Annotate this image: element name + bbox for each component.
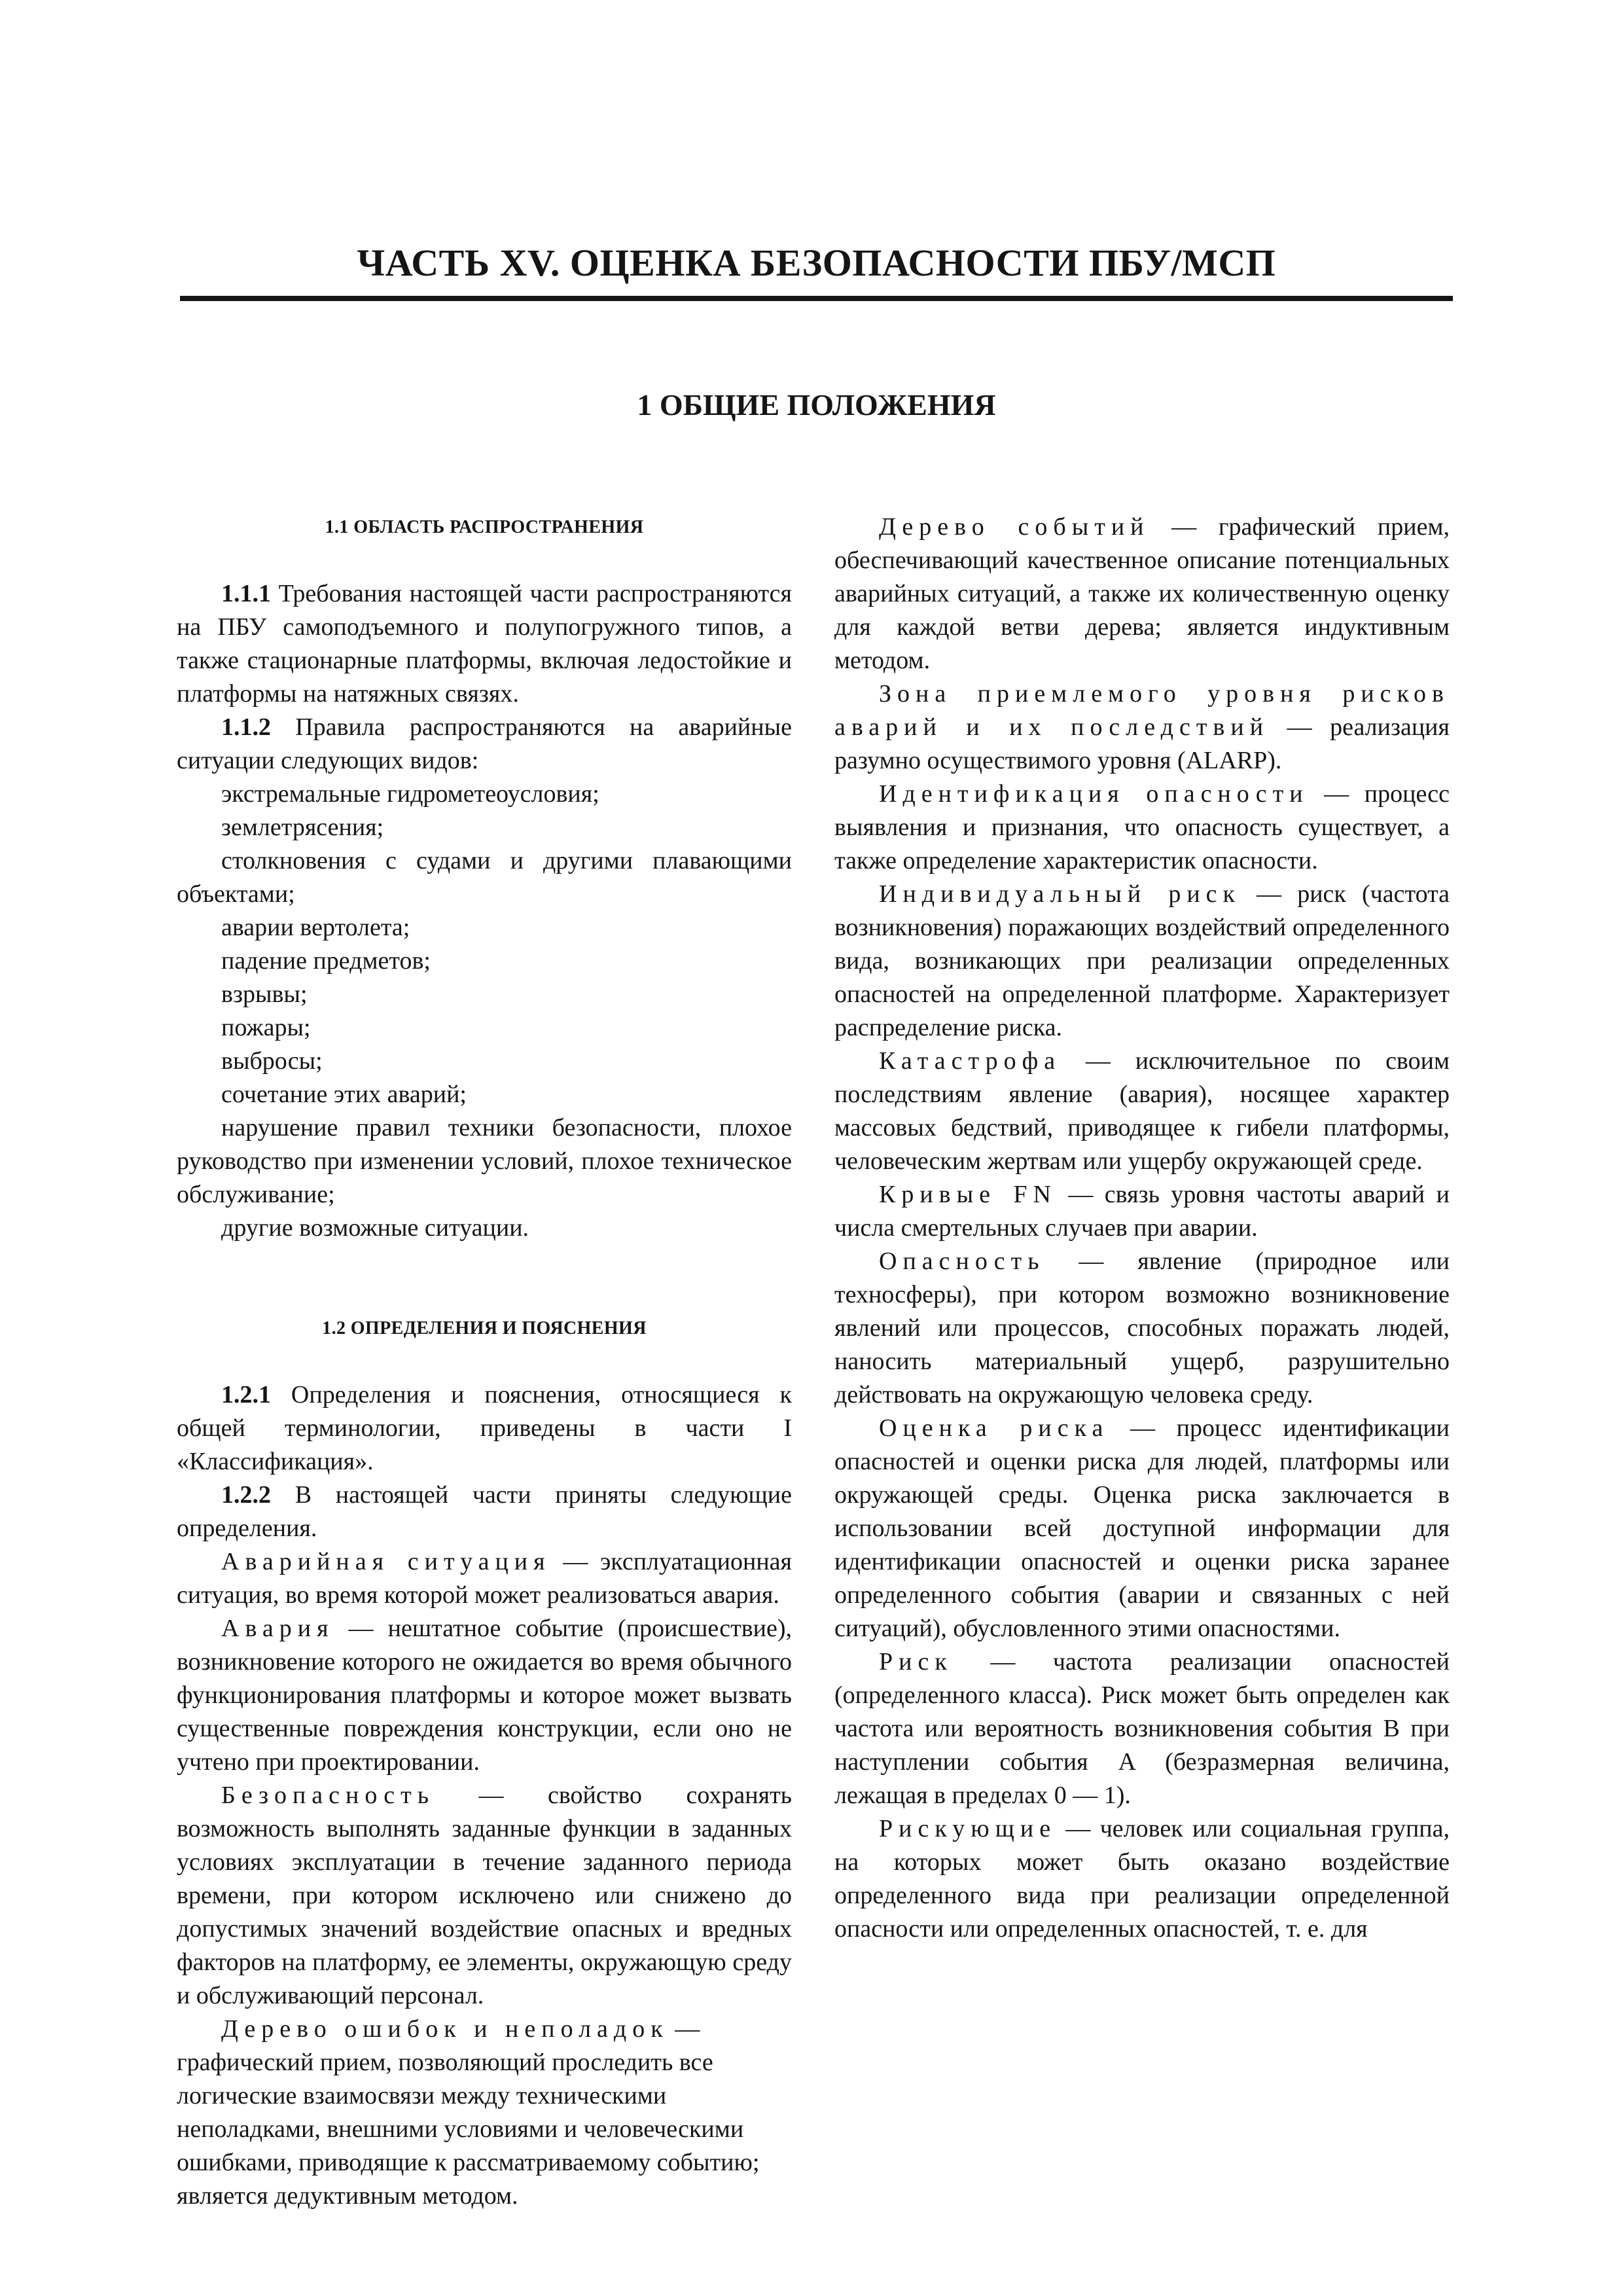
definition-text: — связь уровня частоты аварий и числа смертельных случаев при аварии. [834,1181,1450,1242]
clause-text: Правила распространяются на аварийные ситуации следующих видов: [177,713,792,774]
list-item: взрывы; [221,980,308,1008]
definition [834,778,1450,878]
definition-term: Аварийная ситуация [221,1548,551,1575]
definition-text: — графический прием, обеспечивающий качественное описание потенциальных аварийных ситуаций, а также их количественную оценку для каждой ветви дерева; является индуктивным методом. [834,513,1450,674]
list-item: экстремальные гидрометеоусловия; [221,780,599,808]
chapter-title: 1 ОБЩИЕ ПОЛОЖЕНИЯ [637,388,996,422]
list-item: сочетание этих аварий; [221,1081,467,1108]
definition-term: Зона приемлемого уровня рисков аварий и их последствий [834,680,1450,741]
definition-text: — реализация разумно осуществимого уровня (ALARP). [834,713,1450,774]
clause-text: В настоящей части приняты следующие определения. [177,1481,792,1542]
title-divider [180,296,1453,301]
definition-term: Индивидуальный риск [879,880,1241,908]
clause-text: Требования настоящей части распространяются на ПБУ самоподъемного и полупогружного типов, а также стационарные платформы, включая ледостойкие и платформы на натяжных связях. [177,580,792,708]
definition-term: Безопасность [221,1782,435,1809]
left-column [177,511,792,2213]
definition-text: — частота реализации опасностей (определенного класса). Риск может быть определен как частота или вероятность возникновения события B при наступлении события A (безразмерная величина, лежащая в пределах 0 — 1). [834,1648,1450,1809]
definition-text: — исключительное по своим последствиям явление (авария), носящее характер массовых бедствий, приводящее к гибели платформы, человеческим жертвам или ущербу окружающей среде. [834,1047,1450,1175]
definition-text: — процесс идентификации опасностей и оценки риска для людей, платформы или окружающей среды. Оценка риска заключается в использовании всей доступной информации для идентификации опасностей и оценки риска заранее определенного события (аварии и связанных с ней ситуаций), обусловленного этими опасностями. [834,1414,1450,1642]
definition [834,511,1450,677]
list-item: столкновения с судами и другими плавающими объектами; [177,847,792,908]
definition-text: — свойство сохранять возможность выполнять заданные функции в заданных условиях эксплуатации в течение заданного периода времени, при котором исключено или снижено до допустимых значений воздействие опасных и вредных факторов на платформу, ее элементы, окружающую среду и обслуживающий персонал. [177,1782,792,2009]
definition-term: Оценка риска [879,1414,1109,1442]
list-item: аварии вертолета; [221,914,410,941]
definition [834,878,1450,1045]
clause-number: 1.2.1 [221,1381,271,1408]
definition [834,1412,1450,1645]
definition-term: Опасность [879,1247,1045,1275]
part-title: ЧАСТЬ XV. ОЦЕНКА БЕЗОПАСНОСТИ ПБУ/МСП [357,242,1276,284]
section-heading-1-1: 1.1 ОБЛАСТЬ РАСПРОСТРАНЕНИЯ [325,517,644,537]
definition-term: Дерево событий [879,513,1150,541]
clause-number: 1.1.1 [221,580,271,607]
list-item: нарушение правил техники безопасности, плохое руководство при изменении условий, плохое техническое обслуживание; [177,1114,792,1208]
list-item: пожары; [221,1014,311,1041]
definition [834,1178,1450,1245]
definition [834,1245,1450,1412]
definition [177,1545,792,1612]
definition-term: Идентификация опасности [879,780,1309,808]
definition-term: Катастрофа [879,1047,1061,1075]
paragraph-1-1-1 [177,577,792,711]
definition [834,1045,1450,1178]
definition-term: Риск [879,1648,953,1676]
section-heading-1-2: 1.2 ОПРЕДЕЛЕНИЯ И ПОЯСНЕНИЯ [322,1318,647,1338]
definition-text: — явление (природное или техносферы), при котором возможно возникновение явлений или процессов, способных поражать людей, наносить материальный ущерб, разрушительно действовать на окружающую человека среду. [834,1247,1450,1408]
definition [177,1779,792,2013]
definition-text: — графический прием, позволяющий проследить все логические взаимосвязи между техническими неполадками, внешними условиями и человеческими ошибками, приводящие к рассматриваемому событию; является дедуктивным методом. [177,2015,760,2210]
definition-text: — процесс выявления и признания, что опасность существует, а также определение характеристик опасности. [834,780,1450,874]
spacer [177,544,792,577]
clause-text: Определения и пояснения, относящиеся к общей терминологии, приведены в части I «Классификация». [177,1381,792,1475]
definition-term: Дерево ошибок и неполадок [221,2015,669,2043]
definition-text: — эксплуатационная ситуация, во время которой может реализоваться авария. [177,1548,792,1609]
definition [834,677,1450,778]
definition [834,1812,1450,1946]
list-item: другие возможные ситуации. [221,1214,529,1242]
list-item: падение предметов; [221,947,431,975]
spacer [177,1345,792,1378]
definition-term: Рискующие [879,1815,1057,1842]
spacer [177,1245,792,1312]
definition [834,1645,1450,1812]
right-column [834,511,1450,1946]
list-item: землетрясения; [221,814,384,841]
paragraph-1-2-2 [177,1479,792,1545]
paragraph-1-1-2 [177,711,792,778]
paragraph-1-2-1 [177,1378,792,1479]
definition-term: Авария [221,1615,334,1642]
definition-text: — нештатное событие (происшествие), возникновение которого не ожидается во время обычного функционирования платформы и которое может вызвать существенные повреждения конструкции, если оно не учтено при проектировании. [177,1615,792,1776]
definition [177,1612,792,1779]
clause-number: 1.2.2 [221,1481,271,1509]
list-item: выбросы; [221,1047,323,1075]
definition [177,2013,792,2213]
definition-text: — человек или социальная группа, на которых может быть оказано воздействие определенного вида при реализации определенной опасности или определенных опасностей, т. е. для [834,1815,1450,1943]
definition-text: — риск (частота возникновения) поражающих воздействий определенного вида, возникающих при реализации определенных опасностей на определенной платформе. Характеризует распределение риска. [834,880,1450,1041]
definition-term: Кривые FN [879,1181,1057,1208]
clause-number: 1.1.2 [221,713,271,741]
